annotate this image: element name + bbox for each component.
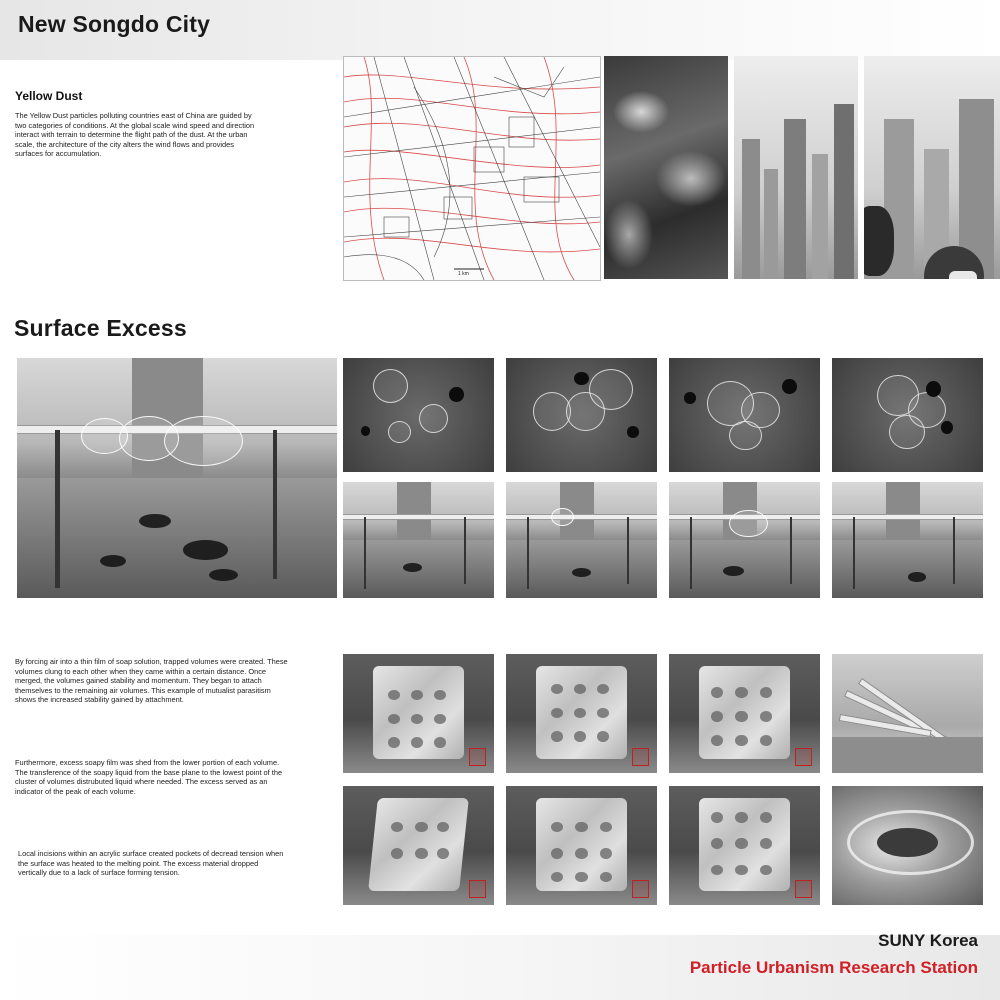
songdo-wind-map	[343, 56, 601, 281]
organization-name: SUNY Korea	[878, 931, 978, 950]
soap-bubble-rig-photo	[17, 358, 337, 598]
bubble-topview-2	[506, 358, 657, 472]
section-title-surface: Surface Excess	[14, 315, 187, 341]
map-scale-label: 1 km	[458, 271, 469, 277]
acrylic-model-2	[506, 654, 657, 773]
street-lines	[344, 57, 600, 280]
bubble-topview-4	[832, 358, 983, 472]
yellow-dust-text: The Yellow Dust particles polluting countries east of China are guided by two categories of conditions. At the global scale wind speed and direction interact with terrain to determine the flight path of the dust. At the urban scale, the architecture of the city alters the wind flows and provides surfaces for accumulation.	[15, 111, 255, 158]
bubble-sideview-4	[832, 482, 983, 598]
paragraph-acrylic-incisions: Local incisions within an acrylic surface created pockets of decread tension when the surface was heated to the melting point. The excess material dropped vertically due to a lack of surface forming tension.	[18, 849, 284, 877]
acrylic-model-1	[343, 654, 494, 773]
hazy-skyline-photo	[734, 56, 858, 279]
map-drawing	[344, 57, 600, 280]
bubble-topview-1	[343, 358, 494, 472]
bubble-topview-3	[669, 358, 820, 472]
acrylic-model-4	[343, 786, 494, 905]
satellite-dust-photo	[604, 56, 728, 279]
station-name: Particle Urbanism Research Station	[689, 958, 978, 977]
acrylic-model-3	[669, 654, 820, 773]
acrylic-model-6	[669, 786, 820, 905]
section-title-songdo: New Songdo City	[18, 11, 211, 37]
acrylic-closeup-photo	[832, 786, 983, 905]
bubble-sideview-2	[506, 482, 657, 598]
paragraph-excess-film: Furthermore, excess soapy film was shed from the lower portion of each volume. The transference of the soapy liquid from the base plane to the lowest point of the cluster of volumes distrubuted liquid where needed. The excess served as an indicator of the peak of each volume.	[15, 758, 283, 796]
masked-people-photo	[864, 56, 1000, 279]
yellow-dust-heading: Yellow Dust	[15, 89, 83, 103]
bubble-sideview-1	[343, 482, 494, 598]
paragraph-soap-volumes: By forcing air into a thin film of soap solution, trapped volumes were created. These volumes clung to each other when they came within a certain distance. Once merged, the volumes gained stability and momentum. They began to attach themselves to the remaining air volumes. This example of mutualist parasitism shows the increased stability gained by attachment.	[15, 657, 288, 704]
acrylic-model-5	[506, 786, 657, 905]
bubble-sideview-3	[669, 482, 820, 598]
frame-structure-model	[832, 654, 983, 773]
